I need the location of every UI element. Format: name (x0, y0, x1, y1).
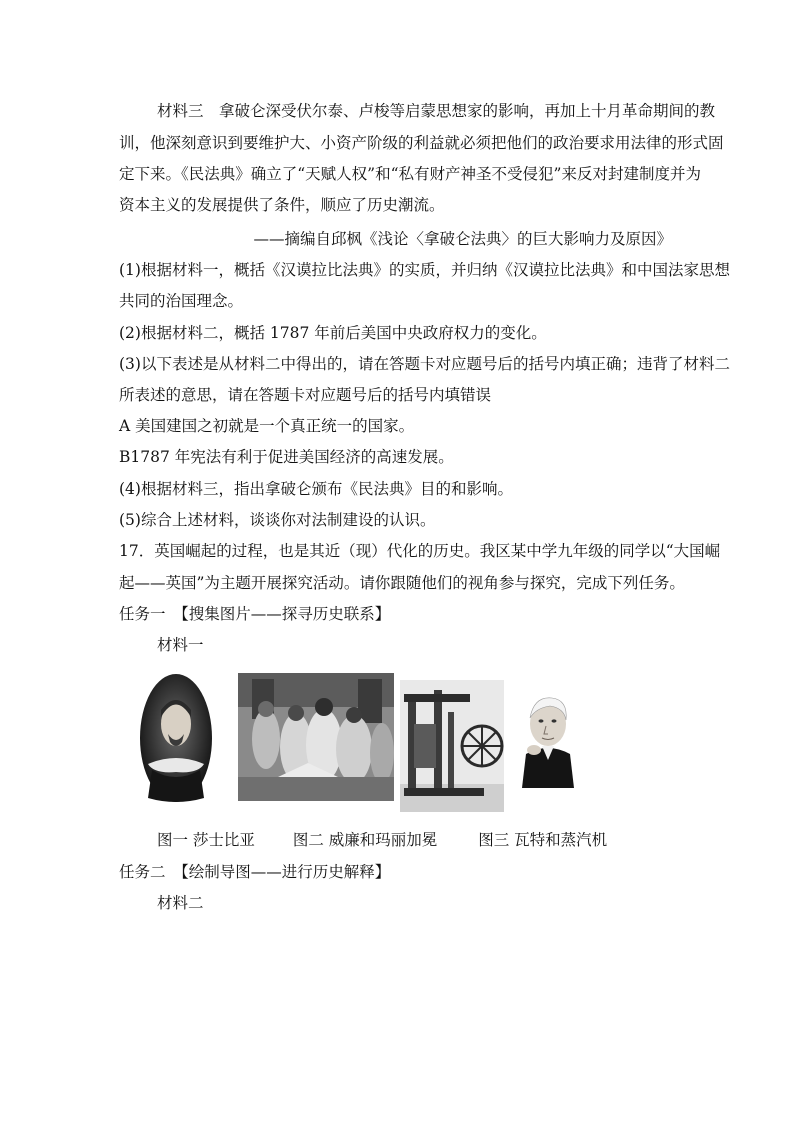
material-1-label: 材料一 (157, 636, 204, 654)
question-2: (2)根据材料二，概括 1787 年前后美国中央政府权力的变化。 (119, 324, 547, 342)
question-3-line2: 所表述的意思，请在答题卡对应题号后的括号内填错误 (119, 386, 492, 404)
material-2-label: 材料二 (157, 894, 204, 912)
question-3-line1: (3)以下表述是从材料二中得出的，请在答题卡对应题号后的括号内填正确；违背了材料二 (119, 355, 730, 373)
coronation-engraving (238, 673, 394, 801)
material3-source: ——摘编自邱枫《浅论〈拿破仑法典〉的巨大影响力及原因》 (253, 230, 672, 248)
question-1-line2: 共同的治国理念。 (119, 292, 244, 310)
option-a: A 美国建国之初就是一个真正统一的国家。 (119, 417, 415, 435)
caption-fig3: 图三 瓦特和蒸汽机 (478, 831, 608, 849)
material3-line2: 训，他深刻意识到要维护大、小资产阶级的利益就必须把他们的政治要求用法律的形式固 (119, 134, 724, 152)
steam-engine-photo (400, 680, 504, 812)
material3-line4: 资本主义的发展提供了条件，顺应了历史潮流。 (119, 196, 445, 214)
question-5: (5)综合上述材料，谈谈你对法制建设的认识。 (119, 511, 436, 529)
figure-captions (157, 828, 607, 850)
question-17-line1: 17．英国崛起的过程，也是其近（现）代化的历史。我区某中学九年级的同学以“大国崛 (119, 542, 721, 560)
material3-line1: 材料三 拿破仑深受伏尔泰、卢梭等启蒙思想家的影响，再加上十月革命期间的教 (157, 102, 716, 120)
caption-fig2: 图二 威廉和玛丽加冕 (292, 831, 438, 849)
question-4: (4)根据材料三，指出拿破仑颁布《民法典》目的和影响。 (119, 480, 513, 498)
watt-portrait (520, 684, 576, 788)
task-1-heading: 任务一 【搜集图片——探寻历史联系】 (119, 605, 391, 623)
shakespeare-portrait (138, 672, 214, 804)
figure-row (0, 672, 794, 817)
option-b: B1787 年宪法有利于促进美国经济的高速发展。 (119, 448, 454, 466)
material3-line3: 定下来。《民法典》确立了“天赋人权”和“私有财产神圣不受侵犯”来反对封建制度并为 (119, 165, 701, 183)
task-2-heading: 任务二 【绘制导图——进行历史解释】 (119, 863, 391, 881)
question-17-line2: 起——英国”为主题开展探究活动。请你跟随他们的视角参与探究，完成下列任务。 (119, 574, 685, 592)
caption-fig1: 图一 莎士比亚 (157, 831, 255, 849)
question-1-line1: (1)根据材料一，概括《汉谟拉比法典》的实质，并归纳《汉谟拉比法典》和中国法家思想 (119, 261, 730, 279)
